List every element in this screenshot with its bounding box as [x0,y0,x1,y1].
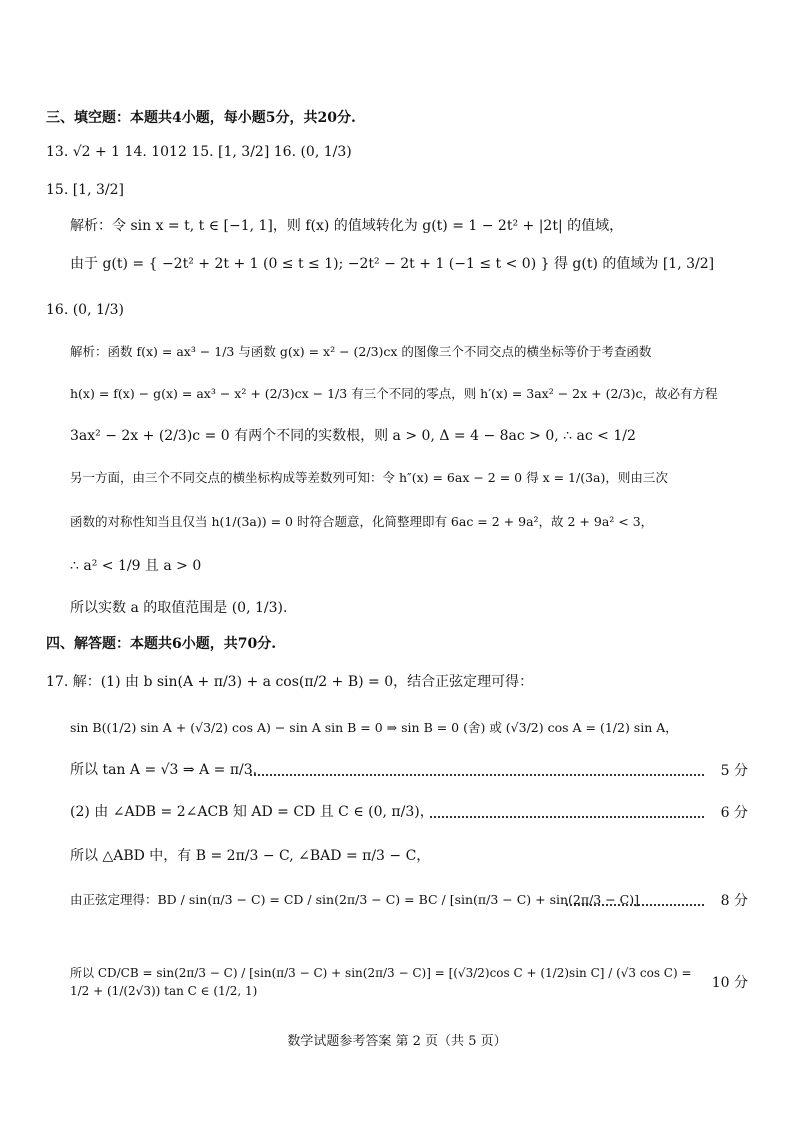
q17-line6: 由正弦定理得：BD / sin(π/3 − C) = CD / sin(2π/3 − C) = BC / [sin(π/3 − C) + sin(2π/3 − C)] [70,892,639,907]
q16-line5: 函数的对称性知当且仅当 h(1/(3a)) = 0 时符合题意，化简整理即有 6ac = 2 + 9a²，故 2 + 9a² < 3， [70,514,654,529]
page-footer: 数学试题参考答案 第 2 页（共 5 页） [287,1034,507,1049]
q16-line1: 解析：函数 f(x) = ax³ − 1/3 与函数 g(x) = x² − (2/3)cx 的图像三个不同交点的横坐标等价于考查函数 [70,344,652,359]
score-6: 6 分 [720,805,748,821]
q15-label: 15. [1, 3/2] [46,182,124,198]
q15-line1: 解析：令 sin x = t, t ∈ [−1, 1]，则 f(x) 的值域转化为 g(t) = 1 − 2t² + |2t| 的值域， [70,218,624,234]
q16-line2: h(x) = f(x) − g(x) = ax³ − x² + (2/3)cx − 1/3 有三个不同的零点，则 h′(x) = 3ax² − 2x + (2/3)c，故必有方程 [70,386,718,401]
q17-line5: 所以 △ABD 中，有 B = 2π/3 − C, ∠BAD = π/3 − C， [70,848,431,864]
q16-line7: 所以实数 a 的取值范围是 (0, 1/3). [70,600,288,616]
q17-line3: 所以 tan A = √3 ⇒ A = π/3. [70,762,258,778]
q17-line7: 所以 CD/CB = sin(2π/3 − C) / [sin(π/3 − C) + sin(2π/3 − C)] = [(√3/2)cos C + (1/2)sin C] / (√3 cos C) = 1/2 + (1/(2√3)) tan C ∈ (1/2, 1) [70,966,692,998]
q15-line2: 由于 g(t) = { −2t² + 2t + 1 (0 ≤ t ≤ 1); −2t² − 2t + 1 (−1 ≤ t < 0) } 得 g(t) 的值域为 [1, 3/2] [70,256,715,272]
section3-heading: 三、填空题：本题共4小题，每小题5分，共20分. [46,110,356,126]
q16-line3: 3ax² − 2x + (2/3)c = 0 有两个不同的实数根，则 a > 0, Δ = 4 − 8ac > 0, ∴ ac < 1/2 [70,428,636,444]
score-5: 5 分 [720,763,748,779]
section4-heading: 四、解答题：本题共6小题，共70分. [46,636,277,652]
q17-line2: sin B((1/2) sin A + (√3/2) cos A) − sin A sin B = 0 ⇒ sin B = 0 (舍) 或 (√3/2) cos A = (1/2) sin A， [70,720,678,735]
dotted-leader [250,774,704,776]
dotted-leader [430,816,704,818]
q16-line4: 另一方面，由三个不同交点的横坐标构成等差数列可知：令 h″(x) = 6ax − 2 = 0 得 x = 1/(3a)，则由三次 [70,470,668,485]
q16-label: 16. (0, 1/3) [46,302,124,318]
score-10: 10 分 [711,975,748,991]
q17-line1: 17. 解：(1) 由 b sin(A + π/3) + a cos(π/2 + B) = 0，结合正弦定理可得： [46,674,534,690]
q16-line6: ∴ a² < 1/9 且 a > 0 [70,558,202,574]
fill-in-answers: 13. √2 + 1 14. 1012 15. [1, 3/2] 16. (0, 1/3) [46,144,352,160]
dotted-leader [566,904,704,906]
q17-line4: (2) 由 ∠ADB = 2∠ACB 知 AD = CD 且 C ∈ (0, π/3)， [70,804,434,820]
score-8: 8 分 [720,893,748,909]
